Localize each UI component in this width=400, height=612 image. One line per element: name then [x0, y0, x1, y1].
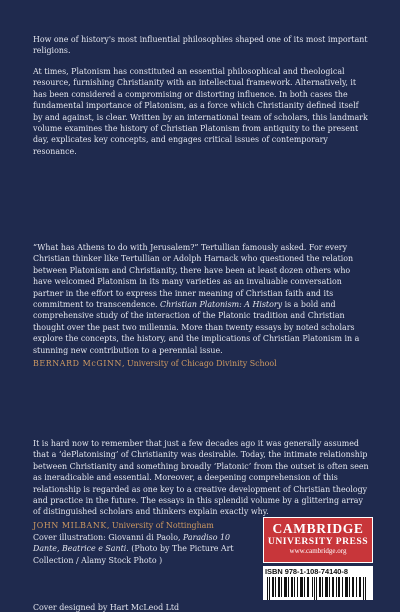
endorser-attribution — [33, 358, 369, 369]
endorser-affiliation: , University of Chicago Divinity School — [122, 359, 277, 369]
publisher-logo — [263, 517, 373, 563]
isbn-label: ISBN 978-1-108-74140-8 — [265, 567, 348, 576]
barcode-bars — [267, 577, 369, 600]
endorser-name: BERNARD McGINN — [33, 359, 123, 369]
barcode — [263, 566, 373, 600]
publisher-url: www.cambridge.org — [289, 547, 347, 555]
cover-illustration-credit — [33, 532, 253, 566]
lead-sentence: How one of history's most influential philosophies shaped one of its most important religions. — [33, 35, 368, 56]
book-description: At times, Platonism has constituted an essential philosophical and theological resource, furnishing Christianity with an intellectual framework. Alternatively, it has been considered a compromising or distorting influence. In both cases the fundamental importance of Platonism, as a force which Christianity defined itself by and against, is clear. Written by an international team of scholars, this landmark volume examines the history of Christian Platonism from antiquity to the present day, explicates key concepts, and engages critical issues of contemporary resonance. — [33, 67, 368, 156]
endorser-affiliation: , University of Nottingham — [106, 520, 214, 530]
endorsement-text-2: is a bold and comprehensive study of the interaction of the Platonic tradition and Christian thought over the past two millennia. More than twenty essays by noted scholars explore the concepts, the history, and the implications of Christian Platonism in a stunning new contribution to a perennial issue. — [33, 300, 360, 355]
endorsement-mcginn — [33, 242, 369, 369]
book-title: Christian Platonism: A History — [160, 300, 283, 310]
cover-designer-credit: Cover designed by Hart McLeod Ltd — [33, 603, 180, 612]
publisher-name: CAMBRIDGE — [272, 521, 364, 536]
endorsement-text: It is hard now to remember that just a few decades ago it was generally assumed that a ‘dePlatonising’ of Christianity was desirable. Today, the intimate relationship between Christianity and something broadly ‘Platonic’ from the outset is often seen as ineradicable and essential. Moreover, a deepening comprehension of this relationship is regarded as one key to a creative development of Christian theology and practice in the future. The essays in this splendid volume by a glittering array of distinguished scholars and thinkers explain exactly why. — [33, 439, 369, 517]
credit-suffix: (Photo by The Picture Art Collection / Alamy Stock Photo ) — [33, 544, 234, 565]
artwork-title: Paradiso 10 Dante, Beatrice e Santi. — [33, 533, 231, 554]
credit-prefix: Cover illustration: Giovanni di Paolo, — [33, 533, 183, 542]
publisher-subname: UNIVERSITY PRESS — [267, 536, 369, 547]
endorsement-text-1: “What has Athens to do with Jerusalem?” Tertullian famously asked. For every Christian thinker like Tertullian or Adolph Harnack who questioned the relation between Platonism and Christianity, there have been at least dozen others who have welcomed Platonism in its many varieties as an invaluable conversation partner in the effort to express the inner meaning of Christian faith and its commitment to transcendence. — [33, 243, 354, 310]
endorser-name: JOHN MILBANK — [33, 520, 107, 530]
